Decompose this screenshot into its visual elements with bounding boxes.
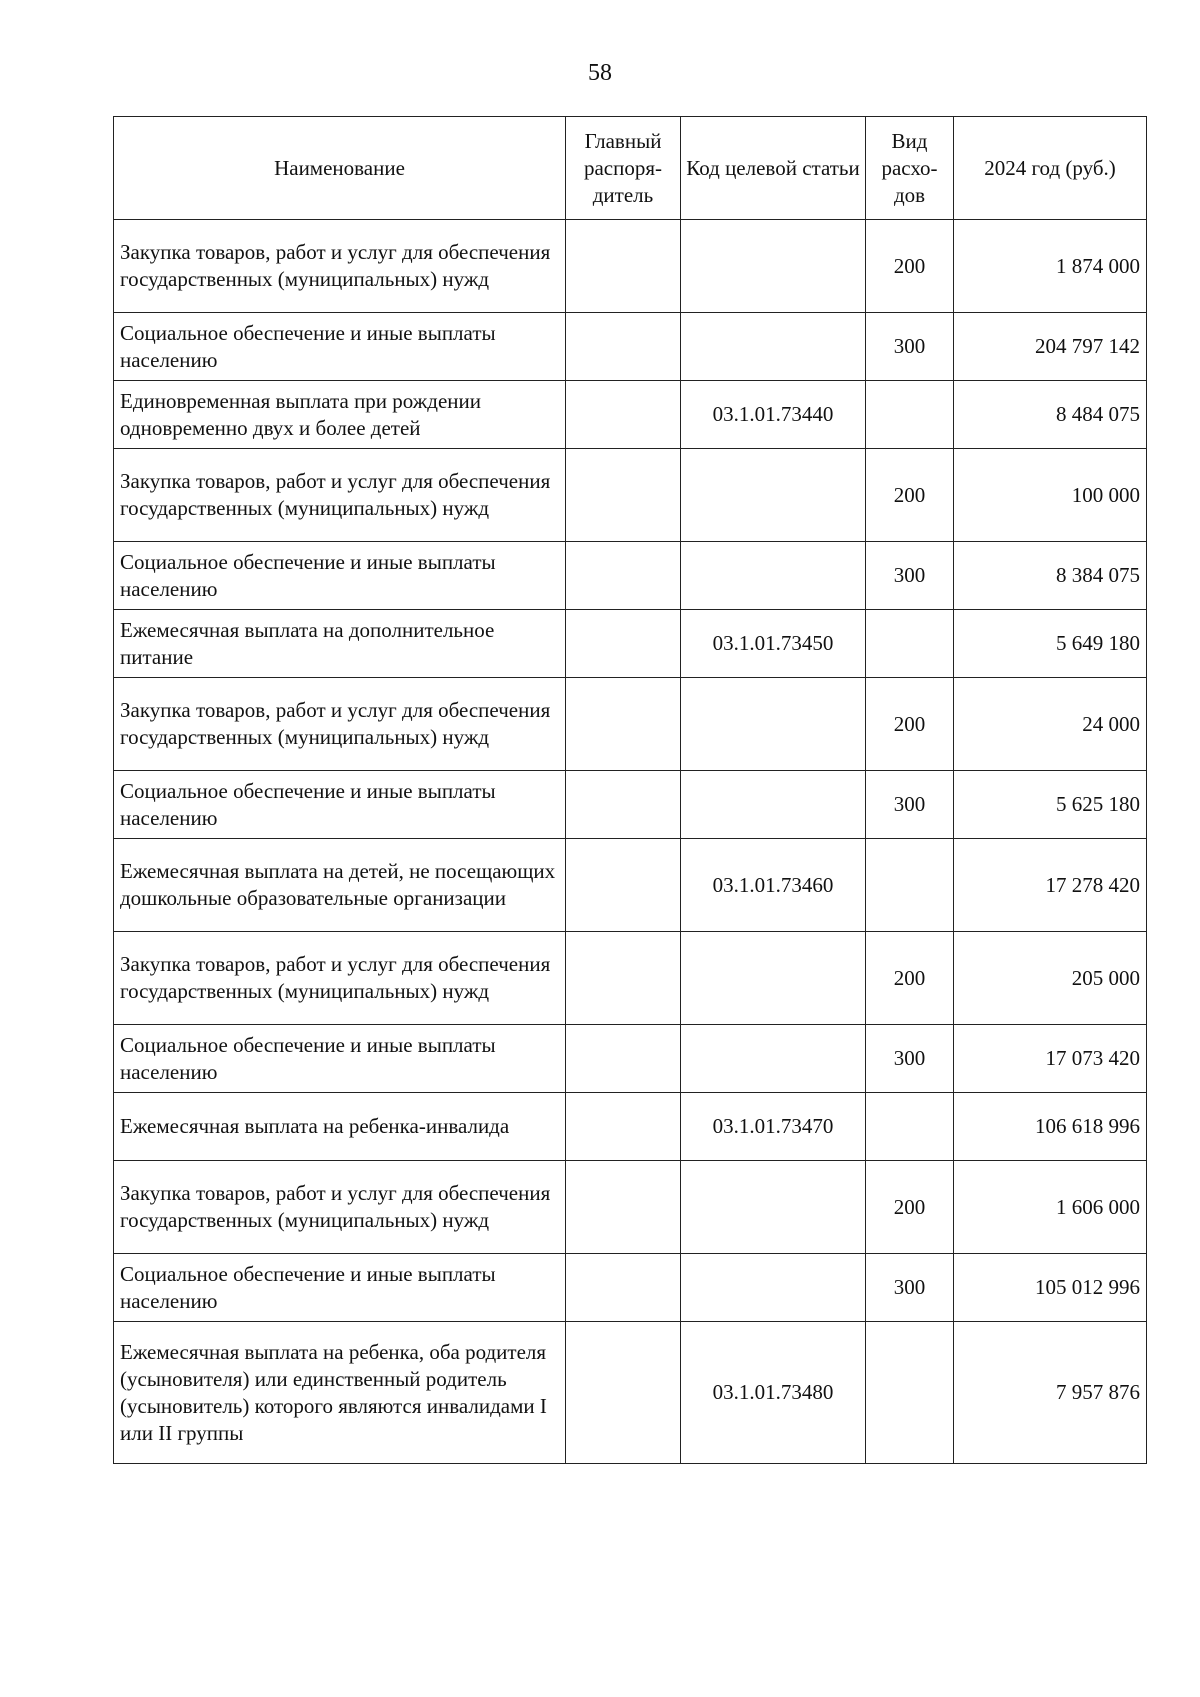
row-expense-kind-cell bbox=[866, 610, 954, 678]
row-name-cell: Социальное обеспечение и иные выплаты населению bbox=[114, 313, 566, 381]
row-target-code-cell bbox=[681, 932, 866, 1025]
row-main-manager-cell bbox=[566, 1161, 681, 1254]
row-main-manager-cell bbox=[566, 1322, 681, 1464]
row-main-manager-cell bbox=[566, 610, 681, 678]
row-expense-kind-cell: 300 bbox=[866, 313, 954, 381]
row-target-code-cell bbox=[681, 313, 866, 381]
row-name-cell: Ежемесячная выплата на ребенка-инвалида bbox=[114, 1093, 566, 1161]
table-row bbox=[114, 1322, 1147, 1464]
row-target-code-cell: 03.1.01.73460 bbox=[681, 839, 866, 932]
row-target-code-cell bbox=[681, 542, 866, 610]
table-row bbox=[114, 1025, 1147, 1093]
table-row bbox=[114, 220, 1147, 313]
header-expense-kind: Вид расхо-дов bbox=[866, 117, 954, 220]
row-name-cell: Закупка товаров, работ и услуг для обеспечения государственных (муниципальных) нужд bbox=[114, 932, 566, 1025]
row-main-manager-cell bbox=[566, 1093, 681, 1161]
row-main-manager-cell bbox=[566, 839, 681, 932]
row-amount-cell: 8 384 075 bbox=[954, 542, 1147, 610]
table-row bbox=[114, 542, 1147, 610]
row-main-manager-cell bbox=[566, 1254, 681, 1322]
row-target-code-cell: 03.1.01.73440 bbox=[681, 381, 866, 449]
row-name-cell: Закупка товаров, работ и услуг для обеспечения государственных (муниципальных) нужд bbox=[114, 220, 566, 313]
row-expense-kind-cell: 300 bbox=[866, 771, 954, 839]
row-expense-kind-cell: 200 bbox=[866, 932, 954, 1025]
row-target-code-cell bbox=[681, 1161, 866, 1254]
row-amount-cell: 1 606 000 bbox=[954, 1161, 1147, 1254]
table-header bbox=[114, 117, 1147, 220]
row-expense-kind-cell bbox=[866, 1093, 954, 1161]
row-name-cell: Закупка товаров, работ и услуг для обеспечения государственных (муниципальных) нужд bbox=[114, 449, 566, 542]
row-amount-cell: 100 000 bbox=[954, 449, 1147, 542]
row-expense-kind-cell: 300 bbox=[866, 1025, 954, 1093]
row-expense-kind-cell: 200 bbox=[866, 220, 954, 313]
row-amount-cell: 205 000 bbox=[954, 932, 1147, 1025]
table-row bbox=[114, 1254, 1147, 1322]
row-amount-cell: 204 797 142 bbox=[954, 313, 1147, 381]
row-amount-cell: 7 957 876 bbox=[954, 1322, 1147, 1464]
row-target-code-cell bbox=[681, 771, 866, 839]
row-expense-kind-cell: 300 bbox=[866, 1254, 954, 1322]
row-main-manager-cell bbox=[566, 932, 681, 1025]
row-main-manager-cell bbox=[566, 542, 681, 610]
row-name-cell: Социальное обеспечение и иные выплаты населению bbox=[114, 542, 566, 610]
table-row bbox=[114, 381, 1147, 449]
table-row bbox=[114, 1161, 1147, 1254]
row-amount-cell: 5 649 180 bbox=[954, 610, 1147, 678]
table-row bbox=[114, 1093, 1147, 1161]
row-name-cell: Социальное обеспечение и иные выплаты населению bbox=[114, 771, 566, 839]
row-name-cell: Социальное обеспечение и иные выплаты населению bbox=[114, 1025, 566, 1093]
row-expense-kind-cell: 200 bbox=[866, 678, 954, 771]
row-amount-cell: 105 012 996 bbox=[954, 1254, 1147, 1322]
row-target-code-cell bbox=[681, 449, 866, 542]
row-name-cell: Закупка товаров, работ и услуг для обеспечения государственных (муниципальных) нужд bbox=[114, 1161, 566, 1254]
row-name-cell: Ежемесячная выплата на дополнительное питание bbox=[114, 610, 566, 678]
row-name-cell: Закупка товаров, работ и услуг для обеспечения государственных (муниципальных) нужд bbox=[114, 678, 566, 771]
row-main-manager-cell bbox=[566, 381, 681, 449]
table-row bbox=[114, 313, 1147, 381]
page-number: 58 bbox=[588, 60, 612, 86]
table-row bbox=[114, 449, 1147, 542]
header-target-code: Код целевой статьи bbox=[681, 117, 866, 220]
table-row bbox=[114, 771, 1147, 839]
row-target-code-cell bbox=[681, 1025, 866, 1093]
header-year: 2024 год (руб.) bbox=[954, 117, 1147, 220]
row-amount-cell: 8 484 075 bbox=[954, 381, 1147, 449]
row-amount-cell: 106 618 996 bbox=[954, 1093, 1147, 1161]
row-amount-cell: 1 874 000 bbox=[954, 220, 1147, 313]
header-main-manager: Главный распоря-дитель bbox=[566, 117, 681, 220]
row-main-manager-cell bbox=[566, 449, 681, 542]
row-main-manager-cell bbox=[566, 220, 681, 313]
row-expense-kind-cell: 200 bbox=[866, 449, 954, 542]
row-name-cell: Социальное обеспечение и иные выплаты населению bbox=[114, 1254, 566, 1322]
header-row bbox=[114, 117, 1147, 220]
row-expense-kind-cell bbox=[866, 1322, 954, 1464]
row-main-manager-cell bbox=[566, 313, 681, 381]
header-name: Наименование bbox=[114, 117, 566, 220]
budget-table bbox=[113, 116, 1147, 1464]
row-main-manager-cell bbox=[566, 678, 681, 771]
row-main-manager-cell bbox=[566, 1025, 681, 1093]
row-amount-cell: 17 278 420 bbox=[954, 839, 1147, 932]
row-amount-cell: 5 625 180 bbox=[954, 771, 1147, 839]
row-amount-cell: 17 073 420 bbox=[954, 1025, 1147, 1093]
row-amount-cell: 24 000 bbox=[954, 678, 1147, 771]
row-name-cell: Ежемесячная выплата на детей, не посещающих дошкольные образовательные организации bbox=[114, 839, 566, 932]
table-row bbox=[114, 610, 1147, 678]
row-target-code-cell: 03.1.01.73470 bbox=[681, 1093, 866, 1161]
table-body bbox=[114, 220, 1147, 1464]
row-expense-kind-cell: 200 bbox=[866, 1161, 954, 1254]
table-row bbox=[114, 839, 1147, 932]
row-target-code-cell bbox=[681, 220, 866, 313]
row-target-code-cell bbox=[681, 1254, 866, 1322]
row-target-code-cell: 03.1.01.73480 bbox=[681, 1322, 866, 1464]
row-expense-kind-cell: 300 bbox=[866, 542, 954, 610]
row-target-code-cell bbox=[681, 678, 866, 771]
row-name-cell: Ежемесячная выплата на ребенка, оба родителя (усыновителя) или единственный родитель (усыновитель) которого являются инвалидами I или II группы bbox=[114, 1322, 566, 1464]
row-expense-kind-cell bbox=[866, 381, 954, 449]
table-row bbox=[114, 932, 1147, 1025]
row-expense-kind-cell bbox=[866, 839, 954, 932]
row-name-cell: Единовременная выплата при рождении одновременно двух и более детей bbox=[114, 381, 566, 449]
row-main-manager-cell bbox=[566, 771, 681, 839]
row-target-code-cell: 03.1.01.73450 bbox=[681, 610, 866, 678]
table-row bbox=[114, 678, 1147, 771]
